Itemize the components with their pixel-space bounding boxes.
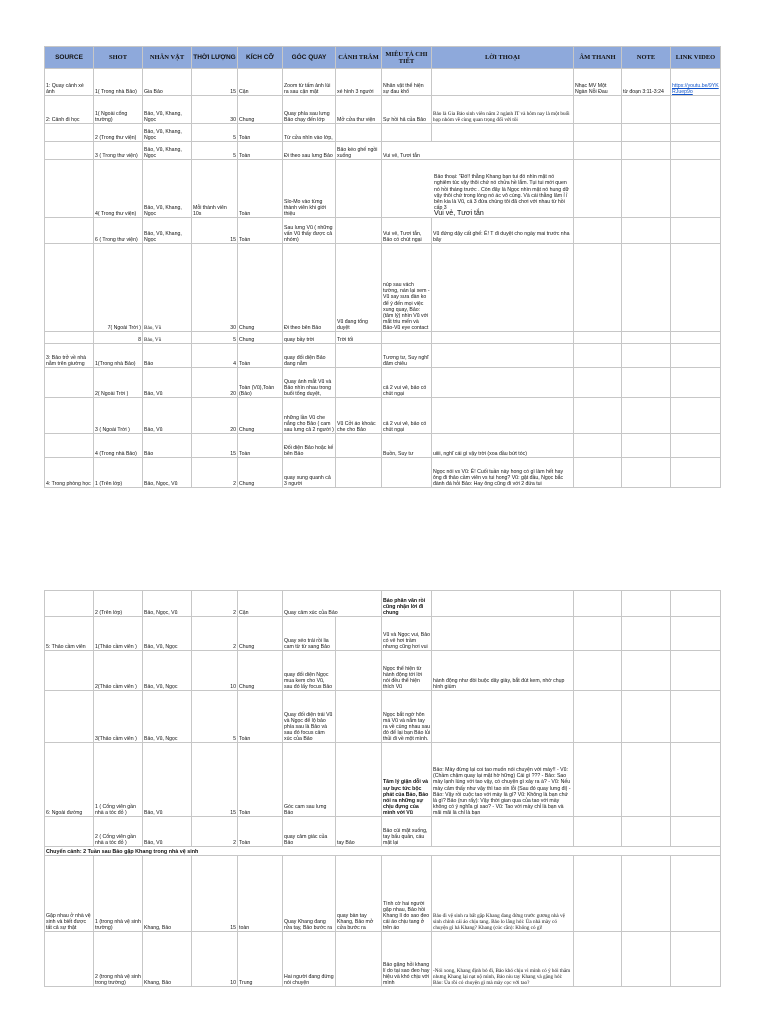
cell-duration: 4 xyxy=(192,344,238,368)
cell-angle: Đối diện Bảo hoặc kế bên Bảo xyxy=(283,434,336,458)
cell-character: Khang, Bảo xyxy=(143,932,192,987)
cell-shot: 2(Thảo cầm viên ) xyxy=(94,651,143,691)
cell-detail: núp sau vách tường, nán lại xem -Vũ say sưa đàn ko để ý đến mọi việc xung quay, Bảo: (tâm lý) nhìn Vũ với mắt triu mến và Bảo-Vũ eye contact xyxy=(382,244,432,332)
cell-size: Toàn xyxy=(238,743,283,817)
cell-character: Bảo, Vũ xyxy=(143,244,192,332)
storyboard-table-2 xyxy=(44,590,721,987)
cell-angle: Quay xéo trái rồi lia cam từ từ sang Bảo xyxy=(283,617,336,651)
cell-character: Bảo, Vũ, Khang, Ngọc xyxy=(143,142,192,160)
cell-angle: Hai người đang đứng nói chuyện xyxy=(283,932,336,987)
cell-size: Chung xyxy=(238,617,283,651)
cell-angle: Đi theo bên Bảo xyxy=(283,244,336,332)
cell-angle: quay đối diện Bảo đang nằm xyxy=(283,344,336,368)
cell-size: Toàn xyxy=(238,691,283,743)
cell-angle: quay cảm giác của Bảo xyxy=(283,817,336,847)
col-header: NHÂN VẬT xyxy=(143,47,192,69)
col-header: KÍCH CỠ xyxy=(238,47,283,69)
cell-scene: quay bàn tay Khang, Bảo mở cửa bước ra xyxy=(336,856,382,932)
cell-size: Trung xyxy=(238,932,283,987)
cell-detail: cả 2 vui vẻ, bảo có chút ngại xyxy=(382,368,432,398)
cell-character: Bảo, Vũ, Khang, Ngọc xyxy=(143,218,192,244)
cell-character: Bảo, Vũ, Ngọc xyxy=(143,691,192,743)
col-header: LỜI THOẠI xyxy=(432,47,574,69)
cell-size: Toàn (Vũ),Toàn (Bảo) xyxy=(238,368,283,398)
cell-duration: 5 xyxy=(192,691,238,743)
cell-angle: quay xung quanh cả 3 người xyxy=(283,458,336,488)
cell-size: Chung xyxy=(238,398,283,434)
table-row xyxy=(45,434,721,458)
cell-source: 6: Ngoài đường xyxy=(45,743,94,817)
cell-angle: Quay cảm xúc của Bảo xyxy=(283,591,382,617)
table-row xyxy=(45,142,721,160)
cell-detail: Tâm lý giận dỗi và sự bực tức bộc phát của Bảo, Bảo nói ra những sự chịu đựng của mình với Vũ xyxy=(382,743,432,817)
cell-shot: 2 ( Cổng viên gần nhà a tóc đỏ ) xyxy=(94,817,143,847)
cell-size: Chung xyxy=(238,96,283,124)
cell-scene: Trời tối xyxy=(336,332,382,344)
table-row xyxy=(45,458,721,488)
cell-size: Chung xyxy=(238,458,283,488)
cell-character: Bảo, Vũ xyxy=(143,368,192,398)
cell-dialogue: Bảo: Mày đừng lại coi tao muốn nói chuyện với mày!! - Vũ: (Chầm chậm quay lại mặt hờ hững) Cái gì ??? - Bảo: Sao mày lạnh lùng với tao vậy, có chuyện gì xảy ra à? - Vũ: Nếu mày cảm thấy như vậy thì tao xin lỗi (Sau đó quay lưng đi) - Bảo: Vậy rồi cuộc tao với mày là gì? Vũ: Không là bạn chứ là gì? Bảo (run rẩy): Vậy thời gian qua của tao với mày không có ý nghĩa gì sao? - Vũ: Tao với mày chỉ là bạn và mãi mãi là chỉ là bạn xyxy=(432,743,574,817)
table-row xyxy=(45,124,721,142)
cell-duration: 10 xyxy=(192,932,238,987)
cell-character: Bảo, Ngọc, Vũ xyxy=(143,591,192,617)
cell-duration: 2 xyxy=(192,591,238,617)
cell-duration: Mỗi thành viên 10s xyxy=(192,160,238,218)
cell-shot: 1 (Trên lớp) xyxy=(94,458,143,488)
cell-duration: 30 xyxy=(192,244,238,332)
cell-angle: Slo-Mo vào từng thành viên khi giới thiệu xyxy=(283,160,336,218)
col-header: LINK VIDEO xyxy=(671,47,721,69)
cell-character: Bảo xyxy=(143,344,192,368)
cell-scene: tay Bảo xyxy=(336,817,382,847)
col-header: CẢNH TRÂM xyxy=(336,47,382,69)
cell-character: Bảo, Vũ, Khang, Ngọc xyxy=(143,96,192,124)
cell-dialogue xyxy=(382,160,574,218)
col-header: MIÊU TẢ CHI TIẾT xyxy=(382,47,432,69)
cell-duration: 15 xyxy=(192,743,238,817)
cell-dialogue: hành động như đòi buộc dây giày, bắt đút kem, nhờ chụp hình giùm xyxy=(432,651,574,691)
cell-shot: 2 (Trong thư viện) xyxy=(94,124,143,142)
cell-angle: những lần Vũ che nắng cho Bảo ( cam sau lưng cả 2 người ) xyxy=(283,398,336,434)
cell-shot: 1(Thảo cầm viên ) xyxy=(94,617,143,651)
cell-character: Bảo, Vũ, Khang, Ngọc xyxy=(143,124,192,142)
cell-duration: 2 xyxy=(192,617,238,651)
cell-shot: 4 (Trong nhà Bảo) xyxy=(94,434,143,458)
cell-character: Bảo, Vũ xyxy=(143,743,192,817)
cell-character: Bảo, Vũ xyxy=(143,817,192,847)
cell-size: Toàn xyxy=(238,344,283,368)
cell-angle: Đi theo sau lưng Bảo xyxy=(283,142,336,160)
cell-shot: 2( Ngoài Trời ) xyxy=(94,368,143,398)
cell-detail: Buồn, Suy tư xyxy=(382,434,432,458)
cell-detail: Vui vẻ, Tươi tắn, Bảo có chút ngại xyxy=(382,218,432,244)
scene-transition-banner: Chuyển cảnh: 2 Tuần sau Bảo gặp Khang trong nhà vệ sinh xyxy=(45,847,721,856)
col-header: SHOT xyxy=(94,47,143,69)
cell-shot: 1(Trong nhà Bảo) xyxy=(94,344,143,368)
cell-size: Chung xyxy=(238,244,283,332)
cell-dialogue: -Nói xong, Khang định bỏ đi, Bảo khó chịu vì mình có ý hỏi thăm nhưng Khang lại nạt nộ mình, Bảo níu tay Khang và gặng hỏi: Bảo: Ủa rồi có chuyện gì mà mày cọc với tao? xyxy=(432,932,574,987)
cell-scene: Vũ Cởi áo khoác che cho Bảo xyxy=(336,398,382,434)
cell-detail: Ngọc thể hiện từ hành động tới lời nói đều thể hiện thích Vũ xyxy=(382,651,432,691)
table-row xyxy=(45,398,721,434)
cell-size: Chung xyxy=(238,332,283,344)
table-row xyxy=(45,847,721,856)
cell-angle: Từ cửa nhìn vào lớp, xyxy=(283,124,336,142)
cell-detail: Sự hồi hả của Bảo xyxy=(382,96,432,124)
cell-character: Khang, Bảo xyxy=(143,856,192,932)
cell-shot: 1( Ngoài cổng trường) xyxy=(94,96,143,124)
cell-angle: Sau lưng Vũ ( những vấn Vũ thấy được cả nhóm) xyxy=(283,218,336,244)
cell-angle: Quay ảnh mắt Vũ và Bảo nhìn nhau trong buổi tổng duyệt, xyxy=(283,368,336,398)
cell-detail: cả 2 vui vẻ, bảo có chút ngại xyxy=(382,398,432,434)
cell-character: Gia Bảo xyxy=(143,69,192,96)
cell-size: Toàn xyxy=(238,218,283,244)
cell-duration: 15 xyxy=(192,856,238,932)
cell-size: Toàn xyxy=(238,124,283,142)
cell-sound: Nhạc MV Một Ngàn Nỗi Đau xyxy=(574,69,622,96)
storyboard-table-1 xyxy=(44,46,721,488)
cell-size: Toàn xyxy=(238,160,283,218)
cell-shot: 3(Thảo cầm viên ) xyxy=(94,691,143,743)
cell-scene: Mở cửa thư viện xyxy=(336,96,382,124)
cell-duration: 15 xyxy=(192,218,238,244)
cell-dialogue xyxy=(432,69,574,96)
cell-size: toàn xyxy=(238,856,283,932)
table-row xyxy=(45,617,721,651)
cell-duration: 15 xyxy=(192,69,238,96)
cell-shot: 7( Ngoài Trời ) xyxy=(94,244,143,332)
col-header: ÂM THANH xyxy=(574,47,622,69)
cell-character: Bảo, Vũ xyxy=(143,398,192,434)
col-header: GÓC QUAY xyxy=(283,47,336,69)
cell-duration: 30 xyxy=(192,96,238,124)
cell-duration: 20 xyxy=(192,398,238,434)
cell-duration: 5 xyxy=(192,142,238,160)
table-row xyxy=(45,96,721,124)
table-row xyxy=(45,932,721,987)
cell-shot: 1 ( Cổng viên gần nhà a tóc đỏ ) xyxy=(94,743,143,817)
cell-character: Bảo, Vũ, Ngọc xyxy=(143,617,192,651)
cell-shot: 6 ( Trong thư viện) xyxy=(94,218,143,244)
cell-detail: Tương tư, Suy nghĩ đăm chiêu xyxy=(382,344,432,368)
cell-size: Chung xyxy=(238,651,283,691)
cell-size: Cận xyxy=(238,69,283,96)
table-row xyxy=(45,856,721,932)
cell-detail: Bảo gặng hỏi khang lí do tại sao đeo hay hiệu và khó chịu với mình xyxy=(382,932,432,987)
cell-detail: Vũ và Ngọc vui, Bảo có vẻ hơi trầm nhưng cũng hơi vui xyxy=(382,617,432,651)
cell-source: 1: Quay cảnh xé ảnh xyxy=(45,69,94,96)
table-row xyxy=(45,344,721,368)
cell-angle: Quay phía sau lưng Bảo chạy đến lớp xyxy=(283,96,336,124)
cell-angle: Zoom từ tấm ảnh lùi ra sau cận mặt xyxy=(283,69,336,96)
header-row xyxy=(45,47,721,69)
cell-duration: 5 xyxy=(192,124,238,142)
table-row xyxy=(45,651,721,691)
cell-angle: quay bầy trời xyxy=(283,332,336,344)
table-row xyxy=(45,743,721,817)
cell-detail: Bảo cúi mặt xuống, tay bấu quần, cáu mặt lại xyxy=(382,817,432,847)
table-row xyxy=(45,160,721,218)
cell-detail: Vui vẻ, Tươi tắn xyxy=(382,142,574,160)
cell-size: Toàn xyxy=(238,817,283,847)
cell-size: Toàn xyxy=(238,142,283,160)
cell-shot: 2 (trong nhà vệ sinh trong trường) xyxy=(94,932,143,987)
cell-scene: xé hình 3 người xyxy=(336,69,382,96)
cell-character: Bảo, Ngọc, Vũ xyxy=(143,458,192,488)
cell-dialogue: Bảo đi vệ sinh ra bất gặp Khang đang đứng trước gương nhà vệ sinh chỉnh cái áo chịu tang. Bảo lo lắng hỏi: Ủa nhà mày có chuyện gì hả Khang? Khang (cúc cằn): Không có gì! xyxy=(432,856,574,932)
cell-shot: 3 ( Trong thư viện) xyxy=(94,142,143,160)
table-row xyxy=(45,368,721,398)
cell-source: 3: Bảo trở về nhà nằm trên giường xyxy=(45,344,94,368)
video-link[interactable]: https://youtu.be/9YKRJuep9o xyxy=(671,69,721,96)
cell-detail: Bảo phân vân rồi cũng nhận lời đi chung xyxy=(382,591,432,617)
table-row xyxy=(45,218,721,244)
table-row xyxy=(45,332,721,344)
cell-character: Bảo, Vũ xyxy=(143,332,192,344)
cell-source: Gặp nhau ở nhà vệ sinh và biết được tất cả sự thật xyxy=(45,856,94,932)
cell-dialogue: Ngọc nói vs Vũ: Ê! Cuối tuần này hong có gì làm hết hay ông đi thảo cầm viên vs tui hong? Vũ: gật đầu, Ngọc bắc đành đá hỏi Bảo: Hay ông cũng đi với 2 đứa tui xyxy=(432,458,574,488)
table-row xyxy=(45,69,721,96)
dialogue-text: Bảo thoại: "Đó!! thằng Khang bạn tui đó nhìn mặt nó nghiêm túc vậy thôi chứ nó chửa hề lắm. Tụi tui mới quen nó hồi tháng trước . Còn đây là Ngọc nhìn mặt nó hung dữ vậy thôi chứ trong lòng nó ác vô cùng. Và cái thằng lâm ỉ ỉ bên kia là Vũ, cả 3 đứa chúng tôi đã chơi với nhau từ hồi cấp 3 xyxy=(434,174,569,211)
cell-duration: 20 xyxy=(192,368,238,398)
cell-dialogue: Vũ đứng dậy cất ghế: Ê! T đi duyệt cho ngày mai trước nha bây xyxy=(432,218,574,244)
cell-character: Bảo, Vũ, Khang, Ngọc xyxy=(143,160,192,218)
cell-dialogue: uiiii, nghĩ cái gì vậy trời (xoa đầu bứt tóc) xyxy=(432,434,574,458)
cell-source: 5: Thảo cầm viên xyxy=(45,617,94,651)
table-row xyxy=(45,591,721,617)
cell-shot: 1( Trong nhà Bảo) xyxy=(94,69,143,96)
cell-duration: 15 xyxy=(192,434,238,458)
cell-shot: 1 (trong nhà vệ sinh trường) xyxy=(94,856,143,932)
cell-shot: 2 (Trên lớp) xyxy=(94,591,143,617)
cell-note: từ đoạn 3:11-3:24 xyxy=(622,69,671,96)
cell-duration: 5 xyxy=(192,332,238,344)
cell-scene: Vũ đang tổng duyệt xyxy=(336,244,382,332)
cell-shot: 3 ( Ngoài Trời ) xyxy=(94,398,143,434)
dialogue-mood: Vui vẻ, Tươi tắn xyxy=(434,209,484,217)
col-header: NOTE xyxy=(622,47,671,69)
cell-dialogue: Bảo là Gia Bảo sinh viên năm 2 ngành IT và hôm nay là một buổi họp nhóm về cùng quan trọng đối với tôi xyxy=(432,96,574,124)
cell-duration: 2 xyxy=(192,817,238,847)
cell-angle: Góc cam sau lưng Bảo xyxy=(283,743,336,817)
cell-character: Bảo xyxy=(143,434,192,458)
cell-scene: Bảo kéo ghế ngồi xuống xyxy=(336,142,382,160)
col-header: SOURCE xyxy=(45,47,94,69)
cell-character: Bảo, Vũ, Ngọc xyxy=(143,651,192,691)
cell-shot: 8 xyxy=(94,332,143,344)
col-header: THỜI LƯỢNG xyxy=(192,47,238,69)
cell-angle: Quay Khang đang rửa tay, Bảo bước ra xyxy=(283,856,336,932)
cell-detail: Ngọc bắt ngờ hôn má Vũ và nắm tay ra về cùng nhau sau đó để lại bạn Bảo lủi thủi đi về một mình. xyxy=(382,691,432,743)
cell-size: Toàn xyxy=(238,434,283,458)
cell-detail: Tình cờ hai người gặp nhau, Bảo hồi Khang lí do sao đeo cái áo chịu tang ở trên áo xyxy=(382,856,432,932)
table-row xyxy=(45,817,721,847)
cell-detail: Nhân vật thể hiện sự đau khổ xyxy=(382,69,432,96)
cell-shot: 4( Trong thư viện) xyxy=(94,160,143,218)
cell-size: Cận xyxy=(238,591,283,617)
table-row xyxy=(45,244,721,332)
cell-source: 4: Trong phòng học xyxy=(45,458,94,488)
cell-angle: quay đối diện Ngọc mua kem cho Vũ, sau đó lấy focus Bảo xyxy=(283,651,336,691)
table-row xyxy=(45,691,721,743)
cell-duration: 10 xyxy=(192,651,238,691)
cell-source: 2: Cảnh đi học xyxy=(45,96,94,124)
cell-angle: Quay đối diện trái Vũ và Ngọc để lộ bảo phía sau là Bảo và sau đó focus cảm xúc của Bảo xyxy=(283,691,336,743)
cell-duration: 2 xyxy=(192,458,238,488)
